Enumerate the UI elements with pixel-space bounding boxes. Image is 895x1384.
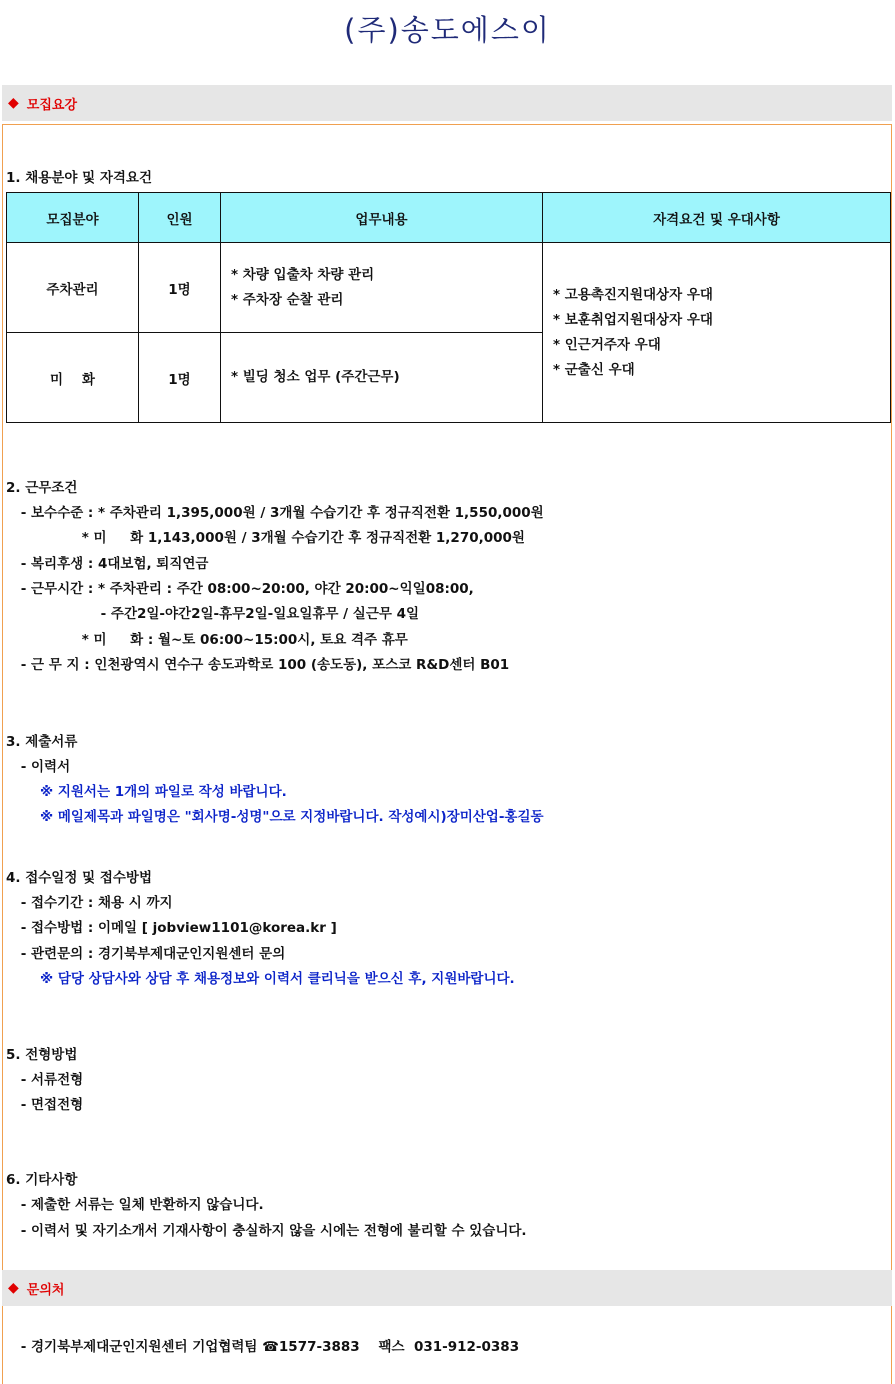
recruit-section-title: 모집요강 <box>26 97 78 113</box>
s5-line: - 면접전형 <box>16 1097 84 1113</box>
table-row <box>7 243 891 333</box>
s2-line: * 미 화 : 월~토 06:00~15:00시, 토요 격주 휴무 <box>16 632 408 648</box>
table-header-row <box>7 193 891 243</box>
diamond-icon: ◆ <box>8 1280 19 1296</box>
s4-line: - 관련문의 : 경기북부제대군인지원센터 문의 <box>16 946 286 962</box>
duties-cell <box>221 243 543 333</box>
contact-section-bar <box>2 1270 892 1306</box>
company-title: (주)송도에스이 <box>344 13 551 47</box>
s6-line: - 제출한 서류는 일체 반환하지 않습니다. <box>16 1197 264 1213</box>
table-header: 자격요건 및 우대사항 <box>543 193 891 243</box>
table-header: 모집분야 <box>7 193 139 243</box>
s3-line: - 이력서 <box>16 759 71 775</box>
s2-line: - 보수수준 : * 주차관리 1,395,000원 / 3개월 수습기간 후 정규직전환 1,550,000원 <box>16 505 544 521</box>
s2-line: - 주간2일-야간2일-휴무2일-일요일휴무 / 실근무 4일 <box>16 606 420 622</box>
diamond-icon: ◆ <box>8 95 19 111</box>
s3-note: ※ 지원서는 1개의 파일로 작성 바랍니다. <box>40 784 287 800</box>
qualifications-cell <box>543 243 891 423</box>
qualification-item: * 인근거주자 우대 <box>553 336 661 353</box>
duty-item: * 주차장 순찰 관리 <box>231 291 344 308</box>
recruit-section-bar <box>2 85 892 121</box>
s4-note: ※ 담당 상담사와 상담 후 채용정보와 이력서 클리닉을 받으신 후, 지원바랍니다. <box>40 971 515 987</box>
field-cell: 미 화 <box>7 333 139 423</box>
s2-heading: 2. 근무조건 <box>6 480 78 496</box>
contact-line: - 경기북부제대군인지원센터 기업협력팀 ☎1577-3883 팩스 031-912-0383 <box>16 1339 520 1355</box>
qualification-item: * 고용촉진지원대상자 우대 <box>553 286 713 303</box>
s6-heading: 6. 기타사항 <box>6 1172 78 1188</box>
contact-section-title: 문의처 <box>26 1282 65 1298</box>
table-header: 업무내용 <box>221 193 543 243</box>
count-cell: 1명 <box>139 333 221 423</box>
s2-line: * 미 화 1,143,000원 / 3개월 수습기간 후 정규직전환 1,270,000원 <box>16 530 525 546</box>
s2-line: - 근 무 지 : 인천광역시 연수구 송도과학로 100 (송도동), 포스코 R&D센터 B01 <box>16 657 510 673</box>
table-header: 인원 <box>139 193 221 243</box>
recruit-table <box>6 192 891 423</box>
s3-heading: 3. 제출서류 <box>6 734 78 750</box>
s6-line: - 이력서 및 자기소개서 기재사항이 충실하지 않을 시에는 전형에 불리할 수 있습니다. <box>16 1223 527 1239</box>
qualification-item: * 보훈취업지원대상자 우대 <box>553 311 713 328</box>
s2-line: - 복리후생 : 4대보험, 퇴직연금 <box>16 556 209 572</box>
s5-line: - 서류전형 <box>16 1072 84 1088</box>
duty-item: * 차량 입출차 차량 관리 <box>231 266 375 283</box>
s4-line: - 접수방법 : 이메일 [ jobview1101@korea.kr ] <box>16 920 337 936</box>
duties-cell <box>221 333 543 423</box>
s2-line: - 근무시간 : * 주차관리 : 주간 08:00~20:00, 야간 20:00~익일08:00, <box>16 581 474 597</box>
count-cell: 1명 <box>139 243 221 333</box>
qualification-item: * 군출신 우대 <box>553 361 635 378</box>
duty-item: * 빌딩 청소 업무 (주간근무) <box>231 369 400 385</box>
s3-note: ※ 메일제목과 파일명은 "회사명-성명"으로 지정바랍니다. 작성예시)장미산업-홍길동 <box>40 809 544 825</box>
s4-heading: 4. 접수일정 및 접수방법 <box>6 870 152 886</box>
s5-heading: 5. 전형방법 <box>6 1047 78 1063</box>
field-cell: 주차관리 <box>7 243 139 333</box>
s1-heading: 1. 채용분야 및 자격요건 <box>6 170 152 186</box>
s4-line: - 접수기간 : 채용 시 까지 <box>16 895 173 911</box>
